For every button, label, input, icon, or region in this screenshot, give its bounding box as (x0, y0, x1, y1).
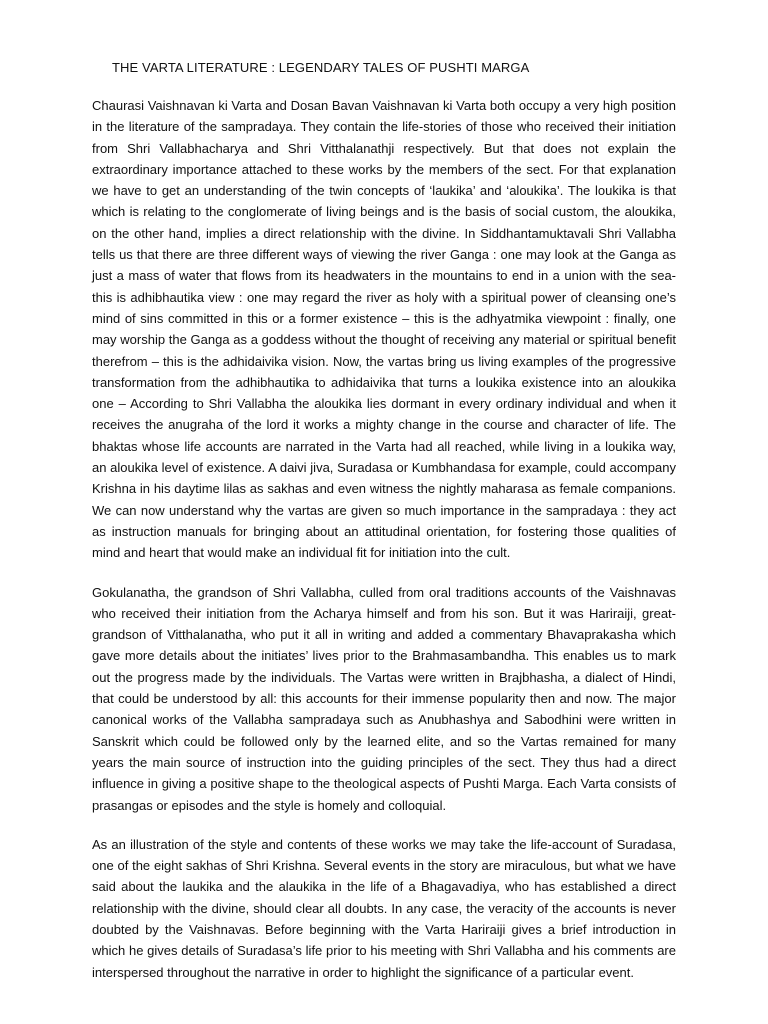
paragraph-3: As an illustration of the style and contents of these works we may take the life-account of Suradasa, one of the eight sakhas of Shri Krishna. Several events in the story are miraculous, but what we have said about the laukika and the alaukika in the life of a Bhagavadiya, who has established a direct relationship with the divine, should clear all doubts. In any case, the veracity of the accounts is never doubted by the Vaishnavas. Before beginning with the Varta Hariraiji gives a brief introduction in which he gives details of Suradasa’s life prior to his meeting with Shri Vallabha and his comments are interspersed throughout the narrative in order to highlight the significance of a particular event. (92, 836, 676, 980)
paragraph-2: Gokulanatha, the grandson of Shri Vallabha, culled from oral traditions accounts of the Vaishnavas who received their initiation from the Acharya himself and from his son. But it was Hariraiji, great-grandson of Vitthalanatha, who put it all in writing and added a commentary Bhavaprakasha which gave more details about the initiates’ lives prior to the Brahmasambandha. This enables us to mark out the progress made by the individuals. The Vartas were written in Brajbhasha, a dialect of Hindi, that could be understood by all: this accounts for their immense popularity then and now. The major canonical works of the Vallabha sampradaya such as Anubhashya and Sabodhini were written in Sanskrit which could be followed only by the learned elite, and so the Vartas remained for many years the main source of instruction into the guiding principles of the sect. They thus had a direct influence in giving a positive shape to the theological aspects of Pushti Marga. Each Varta consists of prasangas or episodes and the style is homely and colloquial. (92, 584, 676, 813)
document-page (92, 58, 676, 1001)
document-title: THE VARTA LITERATURE : LEGENDARY TALES OF PUSHTI MARGA (112, 60, 530, 75)
paragraph-1: Chaurasi Vaishnavan ki Varta and Dosan Bavan Vaishnavan ki Varta both occupy a very high position in the literature of the sampradaya. They contain the life-stories of those who received their initiation from Shri Vallabhacharya and Shri Vitthalanathji respectively. But that does not explain the extraordinary importance attached to these works by the members of the sect. For that explanation we have to get an understanding of the twin concepts of ‘laukika’ and ‘aloukika’. The loukika is that which is relating to the conglomerate of living beings and is the basis of social custom, the aloukika, on the other hand, implies a direct relationship with the divine. In Siddhantamuktavali Shri Vallabha tells us that there are three different ways of viewing the river Ganga : one may look at the Ganga as just a mass of water that flows from its headwaters in the mountains to end in a union with the sea-this is adhibhautika view : one may regard the river as holy with a spiritual power of cleansing one’s mind of sins committed in this or a former existence – this is the adhyatmika viewpoint : finally, one may worship the Ganga as a goddess without the thought of receiving any material or spiritual benefit therefrom – this is the adhidaivika vision. Now, the vartas bring us living examples of the progressive transformation from the adhibhautika to adhidaivika that turns a loukika existence into an aloukika one – According to Shri Vallabha the aloukika lies dormant in every ordinary individual and when it receives the anugraha of the lord it works a mighty change in the course and character of life. The bhaktas whose life accounts are narrated in the Varta had all reached, while living in a loukika way, an aloukika level of existence. A daivi jiva, Suradasa or Kumbhandasa for example, could accompany Krishna in his daytime lilas as sakhas and even witness the nightly maharasa as female companions. We can now understand why the vartas are given so much importance in the sampradaya : they act as instruction manuals for bringing about an attitudinal orientation, for fostering those qualities of mind and heart that would make an individual fit for initiation into the cult. (92, 98, 676, 561)
